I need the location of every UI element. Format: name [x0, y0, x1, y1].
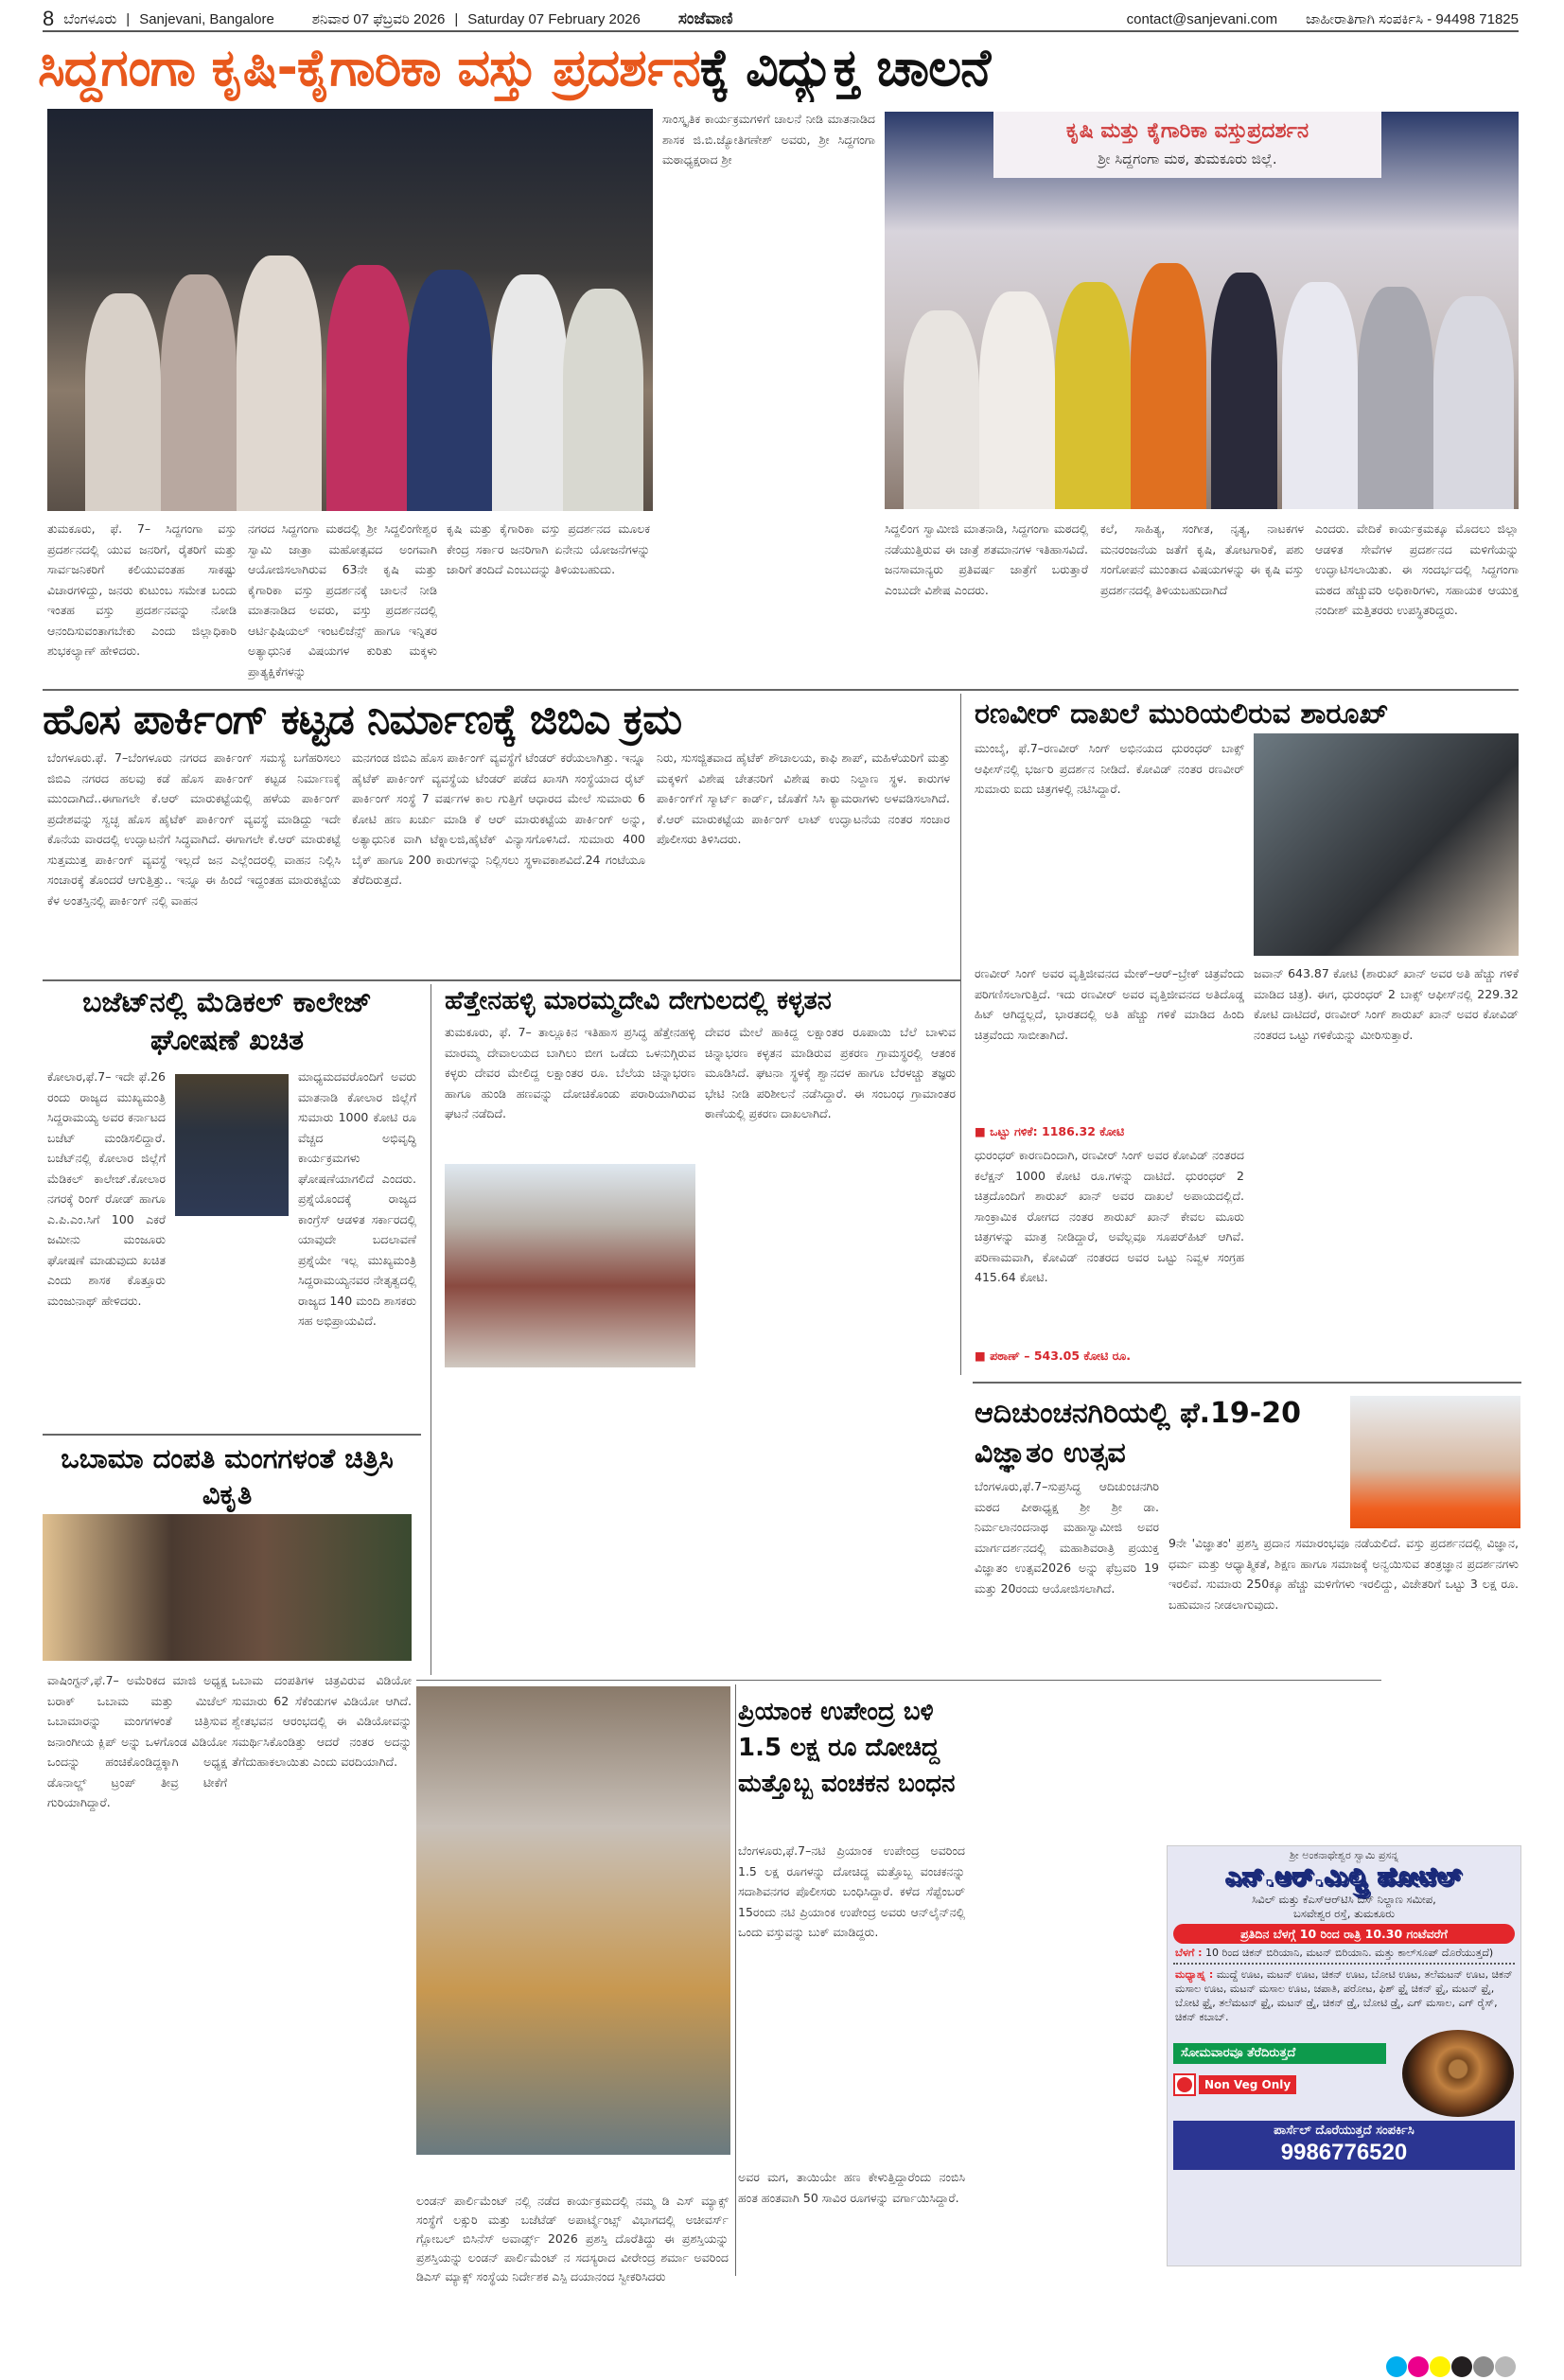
award-caption: ಲಂಡನ್ ಪಾರ್ಲಿಮೆಂಟ್ ನಲ್ಲಿ ನಡೆದ ಕಾರ್ಯಕ್ರಮದಲ್ಲಿ ನಮ್ಮ ಡಿ ಎಸ್ ಮ್ಯಾಕ್ಸ್ ಸಂಸ್ಥೆಗೆ ಲಕ್ಸುರಿ ಮತ್ತು ಬಜೆಟೆಡ್ ಅಪಾರ್ಟ್ಮೆಂಟ್ಸ್ ವಿಭಾಗದಲ್ಲಿ ಅಚೀವರ್ಸ್ ಗ್ಲೋಬಲ್ ಬಿಸಿನೆಸ್ ಅವಾರ್ಡ್ಸ್ 2026 ಪ್ರಶಸ್ತಿ ದೊರೆತಿದ್ದು ಈ ಪ್ರಶಸ್ತಿಯನ್ನು ಪ್ರಶಸ್ತಿಯನ್ನು ಲಂಡನ್ ಪಾರ್ಲಿಮೆಂಟ್ ನ ಸದಸ್ಯರಾದ ವೀರೇಂದ್ರ ಶರ್ಮಾ ಅವರಿಂದ ಡಿಎಸ್ ಮ್ಯಾಕ್ಸ್ ಸಂಸ್ಥೆಯ ನಿರ್ದೇಶಕ ಎಸ್ಪಿ ದಯಾನಂದ ಸ್ವೀಕರಿಸಿದರು [416, 2194, 729, 2283]
lead-story-col-7: ಎಂದರು. ವೇದಿಕೆ ಕಾರ್ಯಕ್ರಮಕ್ಕೂ ಮೊದಲು ಜಿಲ್ಲಾ ಆಡಳಿತ ಸೇವೆಗಳ ಪ್ರದರ್ಶನದ ಮಳಿಗೆಯನ್ನು ಉದ್ಘಾಟಿಸಲಾಯಿತು. ಈ ಸಂದರ್ಭದಲ್ಲಿ ಸಿದ್ದಗಂಗಾ ಮಠದ ಹೆಚ್ಚುವರಿ ಅಧಿಕಾರಿಗಳು, ಸಹಾಯಕ ಆಯುಕ್ತ ನಂದೀಶ್ ಮತ್ತಿತರರು ಉಪಸ್ಥಿತರಿದ್ದರು. [1315, 521, 1519, 617]
edition-label: Sanjevani, Bangalore [139, 10, 274, 27]
temple-headline: ಹೆತ್ತೇನಹಳ್ಳಿ ಮಾರಮ್ಮದೇವಿ ದೇಗುಲದಲ್ಲಿ ಕಳ್ಳತನ [445, 986, 832, 1015]
lead-headline [38, 34, 1528, 102]
temple-col-2: ದೇವರ ಮೇಲೆ ಹಾಕಿದ್ದ ಲಕ್ಷಾಂತರ ರೂಪಾಯಿ ಬೆಲೆ ಬಾಳುವ ಚಿನ್ನಾಭರಣ ಕಳ್ಳತನ ಮಾಡಿರುವ ಪ್ರಕರಣ ಗ್ರಾಮಸ್ಥರಲ್ಲಿ ಆತಂಕ ಮೂಡಿಸಿದೆ. ಘಟನಾ ಸ್ಥಳಕ್ಕೆ ಶ್ವಾನದಳ ಹಾಗೂ ಬೆರಳಚ್ಚು ತಜ್ಞರು ಭೇಟಿ ನೀಡಿ ಪರಿಶೀಲನೆ ನಡೆಸಿದ್ದಾರೆ. ಈ ಸಂಬಂಧ ಗ್ರಾಮಾಂತರ ಠಾಣೆಯಲ್ಲಿ ಪ್ರಕರಣ ದಾಖಲಾಗಿದೆ. [705, 1025, 956, 1120]
lead-story-col-3: ಕೃಷಿ ಮತ್ತು ಕೈಗಾರಿಕಾ ವಸ್ತು ಪ್ರದರ್ಶನದ ಮೂಲಕ ಕೇಂದ್ರ ಸರ್ಕಾರ ಜನರಿಗಾಗಿ ಏನೇನು ಯೋಜನೆಗಳನ್ನು ಜಾರಿಗೆ ತಂದಿದೆ ಎಂಬುದನ್ನು ತಿಳಿಯಬಹುದು. [447, 521, 650, 576]
parking-col-3: ನಿರು, ಸುಸಜ್ಜಿತವಾದ ಹೈಟೆಕ್ ಶೌಚಾಲಯ, ಕಾಫಿ ಶಾಪ್, ಮಹಿಳೆಯರಿಗೆ ಮತ್ತು ಮಕ್ಕಳಿಗೆ ವಿಶೇಷ ಚೇತನರಿಗೆ ವಿಶೇಷ ಕಾರು ನಿಲ್ದಾಣ ಸ್ಥಳ. ಕಾರುಗಳ ಪಾರ್ಕಿಂಗ್‌ಗೆ ಸ್ಮಾರ್ಟ್ ಕಾರ್ಡ್, ಜೊತೆಗೆ ಸಿಸಿ ಕ್ಯಾಮರಾಗಳು ಅಳವಡಿಸಲಾಗಿದೆ. ಕೆ.ಆರ್ ಮಾರುಕಟ್ಟೆಯ ಪಾರ್ಕಿಂಗ್ ಲಾಟ್ ಉದ್ಘಾಟನೆಯ ನಂತರ ಸಂಚಾರ ಪೊಲೀಸರು ತಿಳಿಸಿದರು. [657, 750, 950, 846]
obama-trump-photo [43, 1514, 412, 1661]
adichun-col-2: 9ನೇ 'ವಿಜ್ಞಾತಂ' ಪ್ರಶಸ್ತಿ ಪ್ರದಾನ ಸಮಾರಂಭವೂ ನಡೆಯಲಿದೆ. ವಸ್ತು ಪ್ರದರ್ಶನದಲ್ಲಿ ವಿಜ್ಞಾನ, ಧರ್ಮ ಮತ್ತು ಆಧ್ಯಾತ್ಮಿಕತೆ, ಶಿಕ್ಷಣ ಹಾಗೂ ಸಮಾಜಕ್ಕೆ ಅನ್ವಯಿಸುವ ತಂತ್ರಜ್ಞಾನ ಪ್ರದರ್ಶನಗಳು ಇರಲಿವೆ. ಸುಮಾರು 250ಕ್ಕೂ ಹೆಚ್ಚು ಮಳಿಗೆಗಳು ಇರಲಿದ್ದು, ವಿಜೇತರಿಗೆ ಒಟ್ಟು 3 ಲಕ್ಷ ರೂ. ಬಹುಮಾನ ನೀಡಲಾಗುವುದು. [1169, 1536, 1519, 1612]
parking-col-1: ಬೆಂಗಳೂರು.ಫೆ. 7–ಬೆಂಗಳೂರು ನಗರದ ಪಾರ್ಕಿಂಗ್ ಸಮಸ್ಯೆ ಬಗೆಹರಿಸಲು ಜಿಬಿಎ ನಗರದ ಹಲವು ಕಡೆ ಹೊಸ ಪಾರ್ಕಿಂಗ್ ಕಟ್ಟಡ ನಿರ್ಮಾಣಕ್ಕೆ ಮುಂದಾಗಿದೆ..ಈಗಾಗಲೇ ಕೆ.ಆರ್ ಮಾರುಕಟ್ಟೆಯಲ್ಲಿ ಹಳೆಯ ಪಾರ್ಕಿಂಗ್ ಪ್ರದೇಶವನ್ನು ಸ್ವಚ್ಛ ಹೊಸ ಹೈಟೆಕ್ ಪಾರ್ಕಿಂಗ್ ವ್ಯವಸ್ಥೆ ಮಾಡಿದ್ದು ಇದೇ ಕೊನೆಯ ವಾರದಲ್ಲಿ ಉದ್ಘಾಟನೆಗೆ ಸಿದ್ಧವಾಗಿದೆ. ಈಗಾಗಲೇ ಕೆ.ಆರ್ ಮಾರುಕಟ್ಟೆ ಸುತ್ತಮುತ್ತ ಪಾರ್ಕಿಂಗ್ ವ್ಯವಸ್ಥೆ ಇಲ್ಲದೆ ಜನ ಎಲ್ಲೆಂದರಲ್ಲಿ ವಾಹನ ನಿಲ್ಲಿಸಿ ಸಂಚಾರಕ್ಕೆ ತೊಂದರೆ ಆಗುತ್ತಿತ್ತು.. ಇನ್ನೂ ಈ ಹಿಂದೆ ಇದ್ದಂತಹ ಮಾರುಕಟ್ಟೆಯ ಕೆಳ ಅಂತಸ್ತಿನಲ್ಲಿ ಪಾರ್ಕಿಂಗ್ ನಲ್ಲಿ ವಾಹನ [47, 750, 341, 908]
lead-story-col-1: ತುಮಕೂರು, ಫೆ. 7– ಸಿದ್ದಗಂಗಾ ವಸ್ತು ಪ್ರದರ್ಶನದಲ್ಲಿ ಯುವ ಜನರಿಗೆ, ರೈತರಿಗೆ ಮತ್ತು ಸಾರ್ವಜನಿಕರಿಗೆ ಕಲಿಯುವಂತಹ ಸಾಕಷ್ಟು ವಿಚಾರಗಳಿದ್ದು, ಜನರು ಕುಟುಂಬ ಸಮೇತ ಬಂದು ಇಂತಹ ವಸ್ತು ಪ್ರದರ್ಶನವನ್ನು ನೋಡಿ ಆನಂದಿಸುವಂತಾಗಬೇಕು ಎಂದು ಜಿಲ್ಲಾಧಿಕಾರಿ ಶುಭಕಲ್ಯಾಣ್ ಹೇಳಿದರು. [47, 521, 237, 658]
section-divider [973, 1382, 1521, 1384]
ad-open-monday: ಸೋಮವಾರವೂ ತೆರೆದಿರುತ್ತದೆ [1173, 2043, 1386, 2064]
ad-blessing: ಶ್ರೀ ಅಂಕನಾಥೇಶ್ವರ ಸ್ವಾಮಿ ಪ್ರಸನ್ನ [1290, 1849, 1398, 1861]
priyanka-col-2: ಅವರ ಮಗ, ತಾಯಿಯೇ ಹಣ ಕೇಳುತ್ತಿದ್ದಾರೆಂದು ನಂಬಿಸಿ ಹಂತ ಹಂತವಾಗಿ 50 ಸಾವಿರ ರೂಗಳನ್ನು ವರ್ಗಾಯಿಸಿದ್ದಾರೆ. [738, 2170, 965, 2205]
morning-label: ಬೆಳಗೆ : [1175, 1947, 1203, 1959]
section-divider [43, 1434, 421, 1436]
bullet-icon: ■ [975, 1349, 991, 1363]
header-divider: | [454, 10, 459, 27]
budget-col-1: ಕೋಲಾರ,ಫೆ.7– ಇದೇ ಫೆ.26 ರಂದು ರಾಜ್ಯದ ಮುಖ್ಯಮಂತ್ರಿ ಸಿದ್ದರಾಮಯ್ಯ ಅವರ ಕರ್ನಾಟದ ಬಜೆಟ್ ಮಂಡಿಸಲಿದ್ದಾರೆ. ಬಜೆಟ್‌ನಲ್ಲಿ ಕೋಲಾರ ಜಿಲ್ಲೆಗೆ ಮೆಡಿಕಲ್ ಕಾಲೇಜ್.ಕೋಲಾರ ನಗರಕ್ಕೆ ರಿಂಗ್ ರೋಡ್ ಹಾಗೂ ಎ.ಪಿ.ಎಂ.ಸಿಗೆ 100 ಎಕರೆ ಜಮೀನು ಮಂಜೂರು ಘೋಷಣೆ ಮಾಡುವುದು ಖಚಿತ ಎಂದು ಶಾಸಕ ಕೊತ್ತೂರು ಮಂಜುನಾಥ್ ಹೇಳಿದರು. [47, 1069, 166, 1308]
contact-email[interactable]: contact@sanjevani.com [1126, 10, 1278, 27]
color-swatch [1408, 2356, 1429, 2377]
ad-lunch-menu [1168, 1966, 1520, 2026]
color-swatch [1451, 2356, 1472, 2377]
header-divider: | [126, 10, 131, 27]
award-photo [416, 1686, 730, 2155]
ranveer-highlight-total [975, 1121, 1244, 1142]
color-swatch [1495, 2356, 1516, 2377]
obama-col-2: ಒಬಾಮ ದಂಪತಿಗಳ ಚಿತ್ರವಿರುವ ವಿಡಿಯೋ ಸುಮಾರು 62 ಸೆಕೆಂಡುಗಳ ವಿಡಿಯೋ ಆಗಿದೆ. ಶ್ವೇತಭವನ ಆರಂಭದಲ್ಲಿ ಈ ವಿಡಿಯೋವನ್ನು ಸಮರ್ಥಿಸಿಕೊಂಡಿತ್ತು ಆದರೆ ನಂತರ ಅದನ್ನು ತೆಗೆದುಹಾಕಲಾಯಿತು ಎಂದು ವರದಿಯಾಗಿದೆ. [232, 1673, 412, 1769]
color-swatch [1386, 2356, 1407, 2377]
ad-hotel-name: ಎನ್.ಆರ್.ಮಿಲ್ಟ್ರಿ ಹೋಟೆಲ್ [1225, 1863, 1463, 1892]
hotel-advertisement[interactable] [1167, 1845, 1521, 2266]
morning-items: 10 ರಿಂದ ಚಿಕನ್ ಬಿರಿಯಾನಿ, ಮಟನ್ ಬಿರಿಯಾನಿ. ಮತ್ತು ಕಾಲ್‌ಸೂಪ್ ದೊರೆಯುತ್ತದೆ) [1205, 1947, 1494, 1959]
mla-portrait-photo [175, 1074, 289, 1216]
color-swatch [1473, 2356, 1494, 2377]
photo-banner-title: ಕೃಷಿ ಮತ್ತು ಕೈಗಾರಿಕಾ ವಸ್ತುಪ್ರದರ್ಶನ [1065, 119, 1309, 143]
ad-divider [1173, 1963, 1515, 1965]
photo-banner-subtitle: ಶ್ರೀ ಸಿದ್ದಗಂಗಾ ಮಠ, ತುಮಕೂರು ಜಿಲ್ಲೆ. [1098, 150, 1277, 167]
ad-non-veg-badge [1173, 2073, 1296, 2096]
section-divider [43, 689, 1519, 691]
color-swatch [1430, 2356, 1450, 2377]
city-label: ಬೆಂಗಳೂರು [63, 10, 117, 27]
page-header [43, 8, 1519, 32]
lunch-items: ಮುದ್ದೆ ಊಟ, ಮಟನ್ ಊಟ, ಚಿಕನ್ ಊಟ, ಬೋಟಿ ಊಟ, ತಲೆಮಟನ್ ಊಟ, ಚಿಕನ್ ಮಸಾಲ ಊಟ, ಮಟನ್ ಮಸಾಲ ಊಟ, ಚಪಾತಿ, ಪರೋಟ, ಫಿಶ್ ಫ್ರೈ ಚಿಕನ್ ಫ್ರೈ, ಮಟನ್ ಫ್ರೈ, ಬೋಟಿ ಫ್ರೈ, ತಲೆಮಟನ್ ಫ್ರೈ, ಮಟನ್ ಡ್ರೈ, ಚಿಕನ್ ಡ್ರೈ, ಬೋಟಿ ಡ್ರೈ, ಎಗ್ ಮಸಾಲ, ಎಗ್ ರೈಸ್, ಚಿಕನ್ ಕಬಾಬ್. [1175, 1968, 1513, 2023]
ad-address-2: ಬಸವೇಶ್ವರ ರಸ್ತೆ, ತುಮಕೂರು [1292, 1907, 1396, 1920]
masthead-logo: ಸಂಜೆವಾಣಿ [677, 9, 733, 27]
lead-photo-ribbon-cutting [47, 109, 653, 511]
ad-address-1: ಸಿವಿಲ್ ಮತ್ತು ಕೆಎಸ್ಆರ್‌ಟಿಸಿ ಬಸ್ ನಿಲ್ದಾಣ ಸಮೀಪ, [1252, 1893, 1436, 1906]
ranveer-highlight-pathaan [975, 1346, 1244, 1366]
ranveer-col-2: ರಣವೀರ್ ಸಿಂಗ್ ಅವರ ವೃತ್ತಿಜೀವನದ ಮೇಕ್–ಆರ್–ಬ್ರೇಕ್ ಚಿತ್ರವೆಂದು ಪರಿಗಣಿಸಲಾಗುತ್ತಿದೆ. ಇದು ರಣವೀರ್ ಅವರ ವೃತ್ತಿಜೀವನದ ಅತಿದೊಡ್ಡ ಹಿಟ್ ಆಗಿದ್ದಲ್ಲದೆ, ಭಾರತದಲ್ಲಿ ಅತಿ ಹೆಚ್ಚು ಗಳಿಕೆ ಮಾಡಿದ ಹಿಂದಿ ಚಿತ್ರವೆಂದು ಸಾಬೀತಾಗಿದೆ. [975, 966, 1244, 1042]
parking-col-2: ಮನಗಂಡ ಜಿಬಿಎ ಹೊಸ ಪಾರ್ಕಿಂಗ್ ವ್ಯವಸ್ಥೆಗೆ ಟೆಂಡರ್ ಕರೆಯಲಾಗಿತ್ತು. ಇನ್ನೂ ಹೈಟೆಕ್ ಪಾರ್ಕಿಂಗ್ ವ್ಯವಸ್ಥೆಯ ಟೆಂಡರ್ ಪಡೆದ ಖಾಸಗಿ ಸಂಸ್ಥೆಯಾದ ರೈಟ್ ಪಾರ್ಕಿಂಗ್ ಸಂಸ್ಥೆ 7 ವರ್ಷಗಳ ಕಾಲ ಗುತ್ತಿಗೆ ಆಧಾರದ ಮೇಲೆ ಸುಮಾರು 6 ಕೋಟಿ ಹಣ ಖರ್ಚು ಮಾಡಿ ಕೆ ಆರ್ ಮಾರುಕಟ್ಟೆಯ ಪಾರ್ಕಿಂಗ್ ಅನ್ನು, ಅತ್ಯಾಧುನಿಕ ವಾಗಿ ಟೆಕ್ನಾಲಜಿ,ಹೈಟೆಕ್ ವಿನ್ಯಾಸಗೊಳಿಸಿದೆ. ಸುಮಾರು 400 ಬೈಕ್ ಹಾಗೂ 200 ಕಾರುಗಳನ್ನು ನಿಲ್ಲಿಸಲು ಸ್ಥಳಾವಕಾಶವಿದೆ.24 ಗಂಟೆಯೂ ತೆರೆದಿರುತ್ತದೆ. [352, 750, 645, 887]
adichun-col-1: ಬೆಂಗಳೂರು,ಫೆ.7–ಸುಪ್ರಸಿದ್ಧ ಆದಿಚುಂಚನಗಿರಿ ಮಠದ ಪೀಠಾಧ್ಯಕ್ಷ ಶ್ರೀ ಶ್ರೀ ಡಾ. ನಿರ್ಮಲಾನಂದನಾಥ ಮಹಾಸ್ವಾಮೀಜಿ ಅವರ ಮಾರ್ಗದರ್ಶನದಲ್ಲಿ ಮಹಾಶಿವರಾತ್ರಿ ಪ್ರಯುಕ್ತ ವಿಜ್ಞಾತಂ ಉತ್ಸವ2026 ಅನ್ನು ಫೆಬ್ರವರಿ 19 ಮತ್ತು 20ರಂದು ಆಯೋಜಿಸಲಾಗಿದೆ. [975, 1479, 1159, 1595]
ad-morning-menu [1168, 1944, 1520, 1962]
budget-headline: ಬಜೆಟ್‌ನಲ್ಲಿ ಮೆಡಿಕಲ್ ಕಾಲೇಜ್ ಘೋಷಣೆ ಖಚಿತ [82, 986, 372, 1057]
ad-contact: ಜಾಹೀರಾತಿಗಾಗಿ ಸಂಪರ್ಕಿಸಿ - 94498 71825 [1306, 10, 1519, 27]
obama-headline: ಒಬಾಮಾ ದಂಪತಿ ಮಂಗಗಳಂತೆ ಚಿತ್ರಿಸಿ ವಿಕೃತಿ [61, 1442, 394, 1510]
ranveer-col-4: ಜವಾನ್ 643.87 ಕೋಟಿ (ಶಾರುಖ್ ಖಾನ್ ಅವರ ಅತಿ ಹೆಚ್ಚು ಗಳಿಕೆ ಮಾಡಿದ ಚಿತ್ರ). ಈಗ, ಧುರಂಧರ್ 2 ಬಾಕ್ಸ್ ಆಫೀಸ್‌ನಲ್ಲಿ 229.32 ಕೋಟಿ ದಾಟಿದರೆ, ರಣವೀರ್ ಸಿಂಗ್ ಶಾರುಖ್ ಖಾನ್ ಅವರ ಕೋವಿಡ್ ನಂತರದ ಒಟ್ಟು ಗಳಿಕೆಯನ್ನು ಮೀರಿಸುತ್ತಾರೆ. [1254, 966, 1519, 1042]
parking-headline: ಹೊಸ ಪಾರ್ಕಿಂಗ್ ಕಟ್ಟಡ ನಿರ್ಮಾಣಕ್ಕೆ ಜಿಬಿಎ ಕ್ರಮ [43, 696, 682, 744]
print-color-swatches [1386, 2356, 1517, 2377]
highlight-pathaan-text: ಪಠಾಣ್ – 543.05 ಕೋಟಿ ರೂ. [990, 1349, 1131, 1363]
swamiji-photo [1350, 1396, 1520, 1528]
lead-story-col-6: ಕಲೆ, ಸಾಹಿತ್ಯ, ಸಂಗೀತ, ನೃತ್ಯ, ನಾಟಕಗಳ ಮನರಂಜನೆಯ ಜತೆಗೆ ಕೃಷಿ, ತೋಟಗಾರಿಕೆ, ಪಶು ಸಂಗೋಪನೆ ಮುಂತಾದ ವಿಷಯಗಳನ್ನು ಈ ಕೃಷಿ ವಸ್ತು ಪ್ರದರ್ಶನದಲ್ಲಿ ತಿಳಿಯಬಹುದಾಗಿದೆ [1100, 521, 1304, 597]
ranveer-col-1: ಮುಂಬೈ, ಫೆ.7–ರಣವೀರ್ ಸಿಂಗ್ ಅಭಿನಯದ ಧುರಂಧರ್ ಬಾಕ್ಸ್ ಆಫೀಸ್‌ನಲ್ಲಿ ಭರ್ಜರಿ ಪ್ರದರ್ಶನ ನೀಡಿದೆ. ಕೋವಿಡ್ ನಂತರ ರಣವೀರ್ ಸುಮಾರು ಐದು ಚಿತ್ರಗಳಲ್ಲಿ ನಟಿಸಿದ್ದಾರೆ. [975, 741, 1244, 796]
column-divider [735, 1684, 736, 2276]
budget-col-2: ಮಾಧ್ಯಮದವರೊಂದಿಗೆ ಅವರು ಮಾತನಾಡಿ ಕೋಲಾರ ಜಿಲ್ಲೆಗೆ ಸುಮಾರು 1000 ಕೋಟಿ ರೂ ವೆಚ್ಚದ ಅಭಿವೃದ್ಧಿ ಕಾರ್ಯಕ್ರಮಗಳು ಘೋಷಣೆಯಾಗಲಿದೆ ಎಂದರು. ಪ್ರಶ್ನೆಯೊಂದಕ್ಕೆ ರಾಜ್ಯದ ಕಾಂಗ್ರೆಸ್ ಆಡಳಿತ ಸರ್ಕಾರದಲ್ಲಿ ಯಾವುದೇ ಬದಲಾವಣೆ ಪ್ರಶ್ನೆಯೇ ಇಲ್ಲ ಮುಖ್ಯಮಂತ್ರಿ ಸಿದ್ದರಾಮಯ್ಯನವರ ನೇತೃತ್ವದಲ್ಲಿ ರಾಜ್ಯದ 140 ಮಂದಿ ಶಾಸಕರು ಸಹ ಅಭಿಪ್ರಾಯವಿದೆ. [298, 1069, 416, 1328]
adichunchanagiri-headline: ಆದಿಚುಂಚನಗಿರಿಯಲ್ಲಿ ಫೆ.19-20 ವಿಜ್ಞಾತಂ ಉತ್ಸವ [975, 1397, 1301, 1470]
priyanka-headline: ಪ್ರಿಯಾಂಕ ಉಪೇಂದ್ರ ಬಳಿ 1.5 ಲಕ್ಷ ರೂ ದೋಚಿದ್ದ ಮತ್ತೊಬ್ಬ ವಂಚಕನ ಬಂಧನ [738, 1698, 956, 1798]
ad-parcel-contact[interactable] [1173, 2121, 1515, 2170]
ad-phone-number[interactable]: 9986776520 [1280, 2140, 1408, 2165]
lead-story-col-5: ಸಿದ್ದಲಿಂಗ ಸ್ವಾಮೀಜಿ ಮಾತನಾಡಿ, ಸಿದ್ದಗಂಗಾ ಮಠದಲ್ಲಿ ನಡೆಯುತ್ತಿರುವ ಈ ಜಾತ್ರೆ ಶತಮಾನಗಳ ಇತಿಹಾಸವಿದೆ. ಜನಸಾಮಾನ್ಯರು ಪ್ರತಿವರ್ಷ ಜಾತ್ರೆಗೆ ಬರುತ್ತಾರೆ ಎಂಬುದೇ ವಿಶೇಷ ಎಂದರು. [885, 521, 1088, 597]
ad-timing: ಪ್ರತಿದಿನ ಬೆಳಗ್ಗೆ 10 ರಿಂದ ರಾತ್ರಿ 10.30 ಗಂಟೆವರೆಗೆ [1173, 1924, 1515, 1944]
ranveer-headline: ರಣವೀರ್ ದಾಖಲೆ ಮುರಿಯಲಿರುವ ಶಾರೂಖ್ [975, 697, 1389, 731]
lead-headline-orange: ಸಿದ್ದಗಂಗಾ ಕೃಷಿ-ಕೈಗಾರಿಕಾ ವಸ್ತು ಪ್ರದರ್ಶನ [38, 38, 700, 97]
column-divider [960, 694, 961, 1375]
food-plate-image [1402, 2030, 1514, 2117]
page-number: 8 [43, 7, 55, 30]
obama-col-1: ವಾಷಿಂಗ್ಟನ್,ಫೆ.7– ಅಮೆರಿಕದ ಮಾಜಿ ಅಧ್ಯಕ್ಷ ಬರಾಕ್ ಒಬಾಮ ಮತ್ತು ಮಿಚೆಲ್ ಒಬಾಮಾರನ್ನು ಮಂಗಗಳಂತೆ ಚಿತ್ರಿಸುವ ಜನಾಂಗೀಯ ಕ್ಲಿಪ್ ಅನ್ನು ಒಳಗೊಂಡ ವಿಡಿಯೋ ಒಂದನ್ನು ಹಂಚಿಕೊಂಡಿದ್ದಕ್ಕಾಗಿ ಅಧ್ಯಕ್ಷ ಡೊನಾಲ್ಡ್ ಟ್ರಂಪ್ ತೀವ್ರ ಟೀಕೆಗೆ ಗುರಿಯಾಗಿದ್ದಾರೆ. [47, 1673, 227, 1809]
shahrukh-ranveer-photo [1254, 733, 1519, 956]
parcel-text: ಪಾರ್ಸೆಲ್ ದೊರೆಯುತ್ತದೆ ಸಂಪರ್ಕಿಸಿ [1274, 2124, 1415, 2138]
priyanka-col-1: ಬೆಂಗಳೂರು,ಫೆ.7–ನಟಿ ಪ್ರಿಯಾಂಕ ಉಪೇಂದ್ರ ಅವರಿಂದ 1.5 ಲಕ್ಷ ರೂಗಳನ್ನು ದೋಚಿದ್ದ ಮತ್ತೊಬ್ಬ ವಂಚಕನನ್ನು ಸದಾಶಿವನಗರ ಪೊಲೀಸರು ಬಂಧಿಸಿದ್ದಾರೆ. ಕಳೆದ ಸೆಪ್ಟೆಂಬರ್ 15ರಂದು ನಟಿ ಪ್ರಿಯಾಂಕ ಉಪೇಂದ್ರ ಅವರು ಆನ್‌ಲೈನ್‌ನಲ್ಲಿ ಒಂದು ವಸ್ತುವನ್ನು ಬುಕ್ ಮಾಡಿದ್ದರು. [738, 1843, 965, 1939]
date-kannada: ಶನಿವಾರ 07 ಫೆಬ್ರವರಿ 2026 [311, 10, 446, 27]
ad-lower-band [1168, 2026, 1520, 2121]
ranveer-col-3: ಧುರಂಧರ್ ಕಾರಣದಿಂದಾಗಿ, ರಣವೀರ್ ಸಿಂಗ್ ಅವರ ಕೋವಿಡ್ ನಂತರದ ಕಲೆಕ್ಷನ್ 1000 ಕೋಟಿ ರೂ.ಗಳನ್ನು ದಾಟಿದೆ. ಧುರಂಧರ್ 2 ಚಿತ್ರದೊಂದಿಗೆ ಶಾರುಖ್ ಖಾನ್ ಅವರ ದಾಖಲೆ ಅಪಾಯದಲ್ಲಿದೆ. ಸಾಂಕ್ರಾಮಿಕ ರೋಗದ ನಂತರ ಶಾರುಖ್ ಖಾನ್ ಕೇವಲ ಮೂರು ಚಿತ್ರಗಳನ್ನು ಮಾತ್ರ ನೀಡಿದ್ದಾರೆ, ಅವೆಲ್ಲವೂ ಸೂಪರ್‌ಹಿಟ್ ಆಗಿವೆ. ಪರಿಣಾಮವಾಗಿ, ಕೋವಿಡ್ ನಂತರದ ಅವರ ಒಟ್ಟು ನಿವ್ವಳ ಸಂಗ್ರಹ 415.64 ಕೋಟಿ. [975, 1148, 1244, 1284]
bullet-icon: ■ [975, 1124, 991, 1138]
section-divider [43, 979, 960, 981]
lead-photo-stage [885, 112, 1519, 509]
non-veg-icon [1173, 2073, 1196, 2096]
highlight-total-text: ಒಟ್ಟು ಗಳಿಕೆ: 1186.32 ಕೋಟಿ [990, 1124, 1125, 1138]
non-veg-text: Non Veg Only [1199, 2075, 1296, 2094]
lead-story-col-4: ಸಾಂಸ್ಕೃತಿಕ ಕಾರ್ಯಕ್ರಮಗಳಿಗೆ ಚಾಲನೆ ನೀಡಿ ಮಾತನಾಡಿದ ಶಾಸಕ ಜಿ.ಬಿ.ಜ್ಯೋತಿಗಣೇಶ್ ಅವರು, ಶ್ರೀ ಸಿದ್ದಗಂಗಾ ಮಠಾಧ್ಯಕ್ಷರಾದ ಶ್ರೀ [662, 112, 875, 167]
lunch-label: ಮಧ್ಯಾಹ್ನ : [1175, 1968, 1214, 1981]
temple-photo [445, 1164, 695, 1367]
date-english: Saturday 07 February 2026 [467, 10, 641, 27]
lead-story-col-2: ನಗರದ ಸಿದ್ದಗಂಗಾ ಮಠದಲ್ಲಿ ಶ್ರೀ ಸಿದ್ದಲಿಂಗೇಶ್ವರ ಸ್ವಾಮಿ ಜಾತ್ರಾ ಮಹೋತ್ಸವದ ಅಂಗವಾಗಿ ಆಯೋಜಿಸಲಾಗಿರುವ 63ನೇ ಕೃಷಿ ಮತ್ತು ಕೈಗಾರಿಕಾ ವಸ್ತು ಪ್ರದರ್ಶನಕ್ಕೆ ಚಾಲನೆ ನೀಡಿ ಮಾತನಾಡಿದ ಅವರು, ವಸ್ತು ಪ್ರದರ್ಶನದಲ್ಲಿ ಆರ್ಟಿಫಿಷಿಯಲ್ ಇಂಟಲಿಜೆನ್ಸ್ ಹಾಗೂ ಇನ್ನಿತರ ಅತ್ಯಾಧುನಿಕ ವಿಷಯಗಳ ಕುರಿತು ಮಕ್ಕಳು ಪ್ರಾತ್ಯಕ್ಷಿಕೆಗಳನ್ನು [248, 521, 437, 679]
photo-banner [993, 112, 1381, 178]
temple-col-1: ತುಮಕೂರು, ಫೆ. 7– ತಾಲ್ಲೂಕಿನ ಇತಿಹಾಸ ಪ್ರಸಿದ್ಧ ಹೆತ್ತೇನಹಳ್ಳಿ ಮಾರಮ್ಮ ದೇವಾಲಯದ ಬಾಗಿಲು ಬೀಗ ಒಡೆದು ಒಳನುಗ್ಗಿರುವ ಕಳ್ಳರು ದೇವರ ಮೇಲಿದ್ದ ಲಕ್ಷಾಂತರ ರೂ. ಬೆಲೆಯ ಚಿನ್ನಾಭರಣ ಹಾಗೂ ಹುಂಡಿ ಹಣವನ್ನು ದೋಚಿಕೊಂಡು ಪರಾರಿಯಾಗಿರುವ ಘಟನೆ ನಡೆದಿದೆ. [445, 1025, 695, 1120]
lead-headline-black: ಕ್ಕೆ ವಿದ್ಯುಕ್ತ ಚಾಲನೆ [699, 38, 991, 97]
